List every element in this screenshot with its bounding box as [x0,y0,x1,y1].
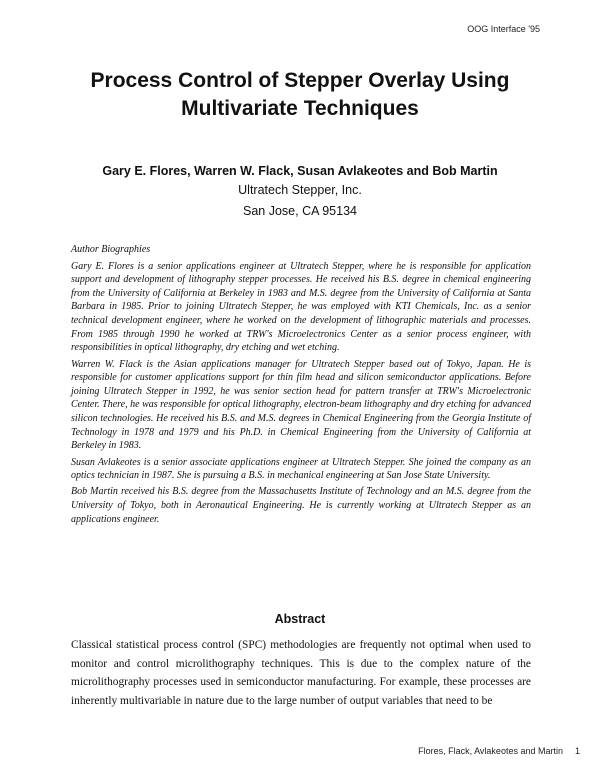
abstract-heading: Abstract [274,612,326,626]
running-header: OOG Interface '95 [467,24,540,34]
footer-authors: Flores, Flack, Avlakeotes and Martin [418,746,563,756]
affiliation-org: Ultratech Stepper, Inc. [238,183,362,197]
page-number: 1 [574,746,580,756]
bio-martin: Bob Martin received his B.S. degree from the Massachusetts Institute of Technology and an M.S. degree from the University of Tokyo, both in Aeronautical Engineering. He is currently working at Ultratech Stepper as an applications engineer. [71,486,531,525]
biographies-heading: Author Biographies [71,244,151,255]
bio-flack: Warren W. Flack is the Asian applications manager for Ultratech Stepper based out of Tokyo, Japan. He is responsible for customer applications support for thin film head and silicon semiconductor applications. Before joining Ultratech Stepper in 1992, he was senior section head for pattern transfer at TRW's Microelectronic Center. There, he was responsible for optical lithography, electron-beam lithography and dry etching for advanced silicon technologies. He received his B.S. and M.S. degrees in Chemical Engineering from the Georgia Institute of Technology in 1978 and 1979 and his Ph.D. in Chemical Engineering from the University of California at Berkeley in 1983. [71,358,531,452]
abstract-text: Classical statistical process control (SPC) methodologies are frequently not optimal when used to monitor and control microlithography techniques. This is due to the complex nature of the microlithography processes used in semiconductor manufacturing. For example, these processes are inherently multivariable in nature due to the large number of output variables that need to be [71,639,531,707]
title-line-1: Process Control of Stepper Overlay Using [90,69,510,92]
affiliation-location: San Jose, CA 95134 [243,204,357,218]
author-biographies [71,243,531,529]
author-list: Gary E. Flores, Warren W. Flack, Susan Avlakeotes and Bob Martin [102,164,498,178]
page-footer [418,746,580,756]
bio-flores: Gary E. Flores is a senior applications engineer at Ultratech Stepper, where he is responsible for application support and development of lithography stepper processes. He received his B.S. degree in chemical engineering from the University of California at Berkeley in 1983 and M.S. degree from the University of California at Santa Barbara in 1985. Prior to joining Ultratech Stepper, he was employed with KTI Chemicals, Inc. as a senior technical development engineer, where he worked on the development of lithographic materials and processes. From 1985 through 1990 he worked at TRW's Microelectronics Center as a senior process engineer, with responsibilities in optical lithography, dry etching and wet etching. [71,260,531,354]
title-line-2: Multivariate Techniques [181,97,419,120]
paper-title [0,67,600,123]
bio-avlakeotes: Susan Avlakeotes is a senior associate applications engineer at Ultratech Stepper. She joined the company as an optics technician in 1987. She is pursuing a B.S. in mechanical engineering at San Jose State University. [71,456,531,482]
